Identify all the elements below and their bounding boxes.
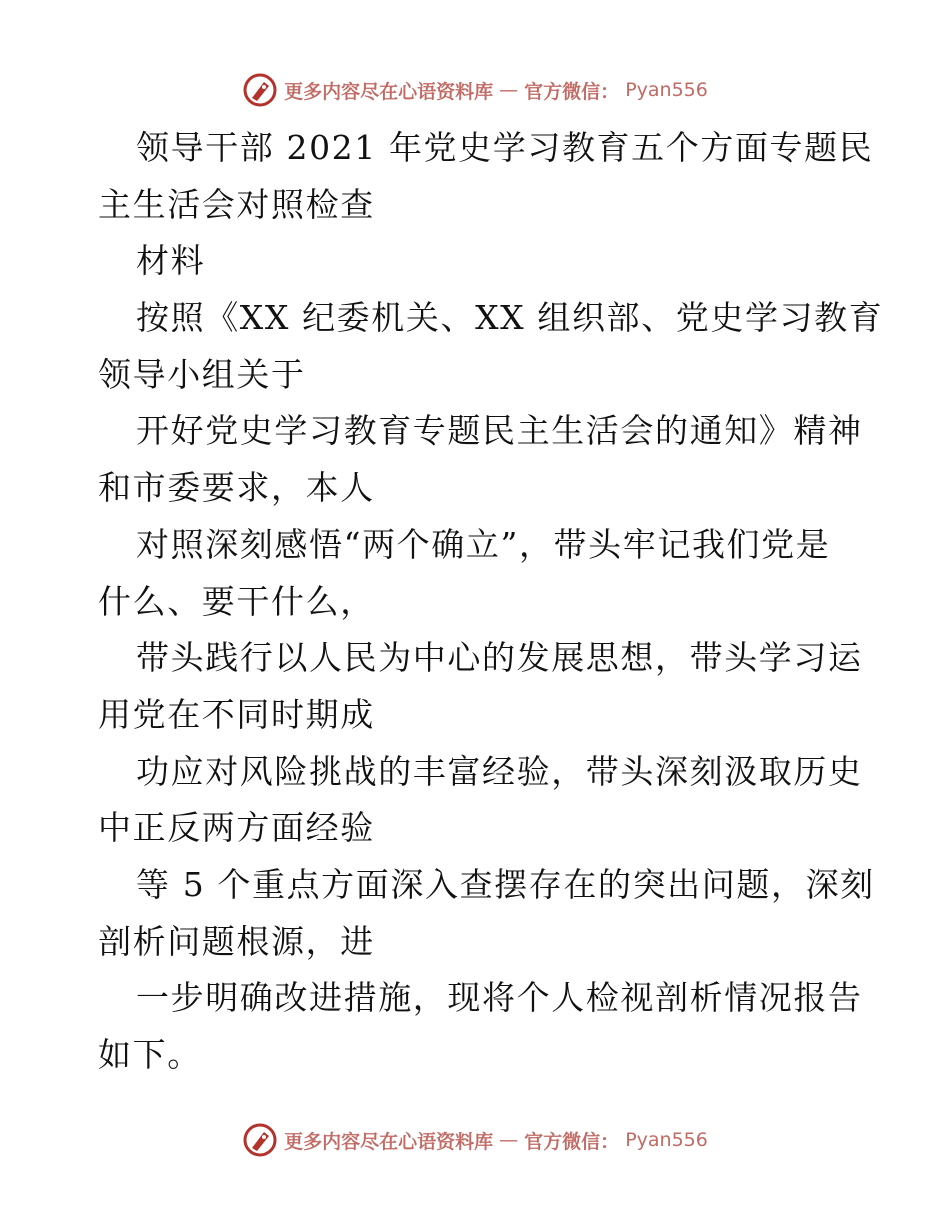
paragraph-line: 等 5 个重点方面深入查摆存在的突出问题，深刻 [136, 864, 875, 904]
paragraph-line: 按照《XX 纪委机关、XX 组织部、党史学习教育 [136, 298, 884, 338]
banner-separator: — [499, 1129, 519, 1151]
paragraph-line: 如下。 [98, 1035, 202, 1074]
paragraph-line: 对照深刻感悟“两个确立”，带头牢记我们党是 [136, 524, 831, 564]
banner-wechat-id: Pyan556 [625, 79, 708, 101]
paragraph-line: 领导小组关于 [98, 354, 306, 394]
paragraph-line: 带头践行以人民为中心的发展思想，带头学习运 [136, 638, 863, 678]
paragraph-line: 用党在不同时期成 [98, 694, 375, 734]
title-line-3: 材料 [136, 241, 206, 281]
banner-separator: — [499, 79, 519, 101]
title-line-2: 主生活会对照检查 [98, 184, 375, 224]
pen-nib-logo-icon [242, 1122, 278, 1158]
paragraph-line: 什么、要干什么， [98, 581, 375, 621]
pen-nib-logo-icon [242, 72, 278, 108]
paragraph-line: 一步明确改进措施，现将个人检视剖析情况报告 [136, 978, 863, 1018]
footer-banner [0, 1120, 950, 1160]
banner-wechat-label: 官方微信： [524, 1130, 620, 1153]
banner-wechat-id: Pyan556 [625, 1129, 708, 1151]
paragraph-line: 和市委要求，本人 [98, 468, 375, 508]
document-body [98, 120, 884, 1084]
paragraph-line: 开好党史学习教育专题民主生活会的通知》精神 [136, 411, 863, 451]
banner-brand-text: 更多内容尽在心语资料库 [284, 1130, 494, 1153]
header-banner [0, 70, 950, 110]
banner-brand-text: 更多内容尽在心语资料库 [284, 80, 494, 103]
banner-wechat-label: 官方微信： [524, 80, 620, 103]
title-line-1: 领导干部 2021 年党史学习教育五个方面专题民 [136, 128, 874, 167]
paragraph-line: 功应对风险挑战的丰富经验，带头深刻汲取历史 [136, 751, 863, 791]
paragraph-line: 中正反两方面经验 [98, 808, 375, 848]
paragraph-line: 剖析问题根源，进 [98, 921, 375, 961]
